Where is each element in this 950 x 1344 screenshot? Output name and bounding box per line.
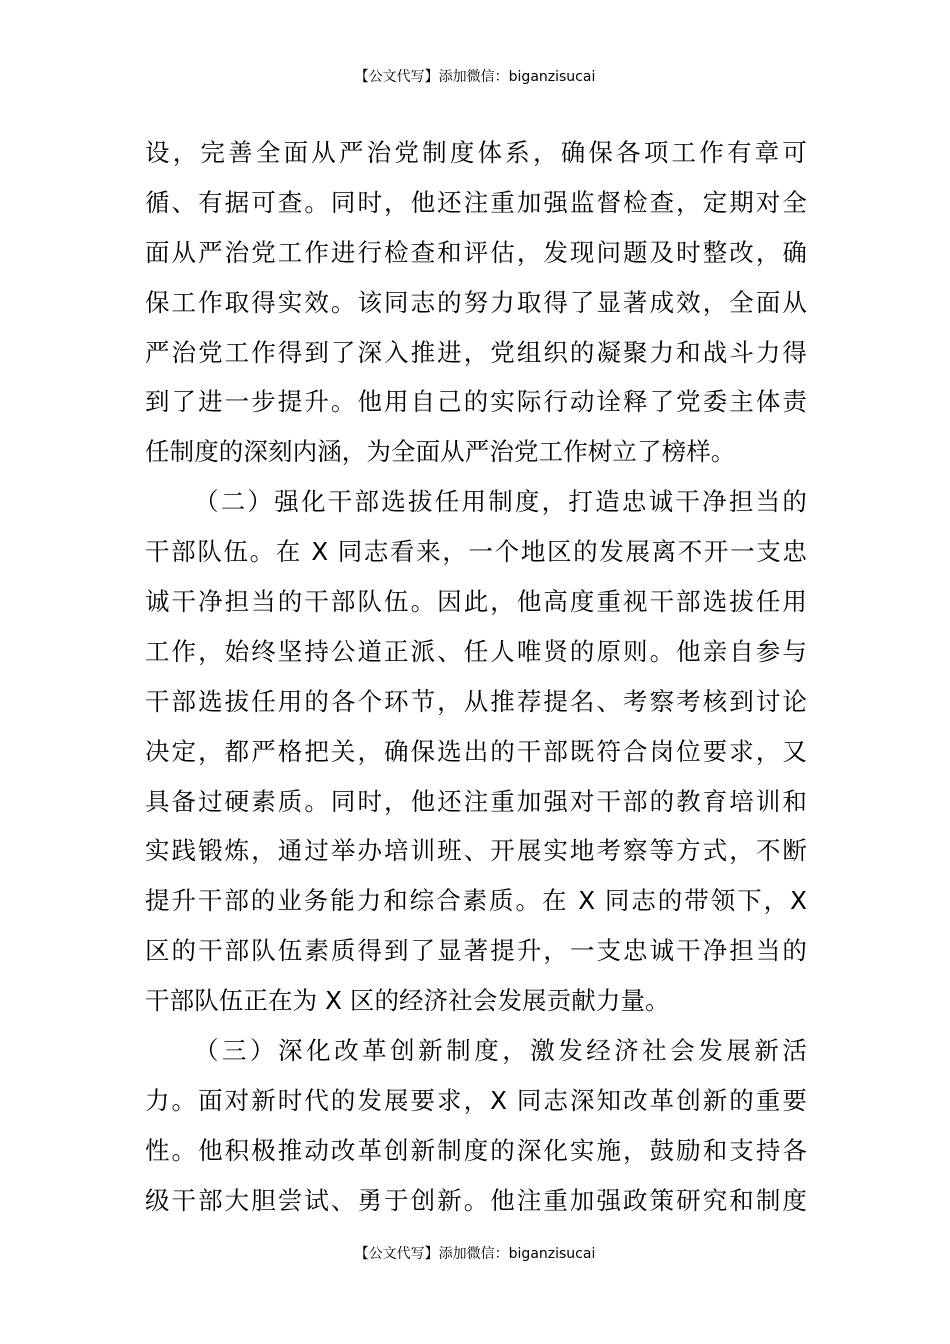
text-line: 设，完善全面从严治党制度体系，确保各项工作有章可 (145, 138, 807, 167)
text-line: 性。他积极推动改革创新制度的深化实施，鼓励和支持各 (145, 1135, 807, 1165)
text-line: 实践锻炼，通过举办培训班、开展实地考察等方式，不断 (145, 836, 807, 866)
document-body (145, 128, 807, 1226)
text-line: 工作，始终坚持公道正派、任人唯贤的原则。他亲自参与 (145, 636, 807, 666)
text-line: 具备过硬素质。同时，他还注重加强对干部的教育培训和 (145, 786, 807, 816)
text-line: 保工作取得实效。该同志的努力取得了显著成效，全面从 (145, 287, 807, 317)
text-line: 任制度的深刻内涵，为全面从严治党工作树立了榜样。 (145, 437, 736, 467)
text-line: 提升干部的业务能力和综合素质。在 X 同志的带领下，X (145, 886, 807, 916)
text-line: 力。面对新时代的发展要求，X 同志深知改革创新的重要 (145, 1085, 807, 1115)
text-line: 面从严治党工作进行检查和评估，发现问题及时整改，确 (145, 237, 807, 267)
text-line: 干部队伍。在 X 同志看来，一个地区的发展离不开一支忠 (145, 537, 807, 567)
text-line: 决定，都严格把关，确保选出的干部既符合岗位要求，又 (145, 736, 807, 766)
text-line: 诚干净担当的干部队伍。因此，他高度重视干部选拔任用 (145, 587, 807, 617)
text-line: 到了进一步提升。他用自己的实际行动诠释了党委主体责 (145, 387, 807, 417)
text-line: 严治党工作得到了深入推进，党组织的凝聚力和战斗力得 (145, 337, 807, 367)
text-line: 区的干部队伍素质得到了显著提升，一支忠诚干净担当的 (145, 936, 807, 966)
page-header: 【公文代写】添加微信：biganzisucai (354, 69, 596, 85)
paragraph-heading-line: （二）强化干部选拔任用制度，打造忠诚干净担当的 (194, 487, 807, 517)
text-line: 干部选拔任用的各个环节，从推荐提名、考察考核到讨论 (145, 686, 807, 716)
text-line: 循、有据可查。同时，他还注重加强监督检查，定期对全 (145, 187, 807, 217)
text-line: 干部队伍正在为 X 区的经济社会发展贡献力量。 (145, 986, 670, 1016)
page-footer: 【公文代写】添加微信：biganzisucai (354, 1246, 596, 1262)
text-line: 级干部大胆尝试、勇于创新。他注重加强政策研究和制度 (145, 1185, 807, 1215)
paragraph-heading-line: （三）深化改革创新制度，激发经济社会发展新活 (194, 1036, 807, 1066)
